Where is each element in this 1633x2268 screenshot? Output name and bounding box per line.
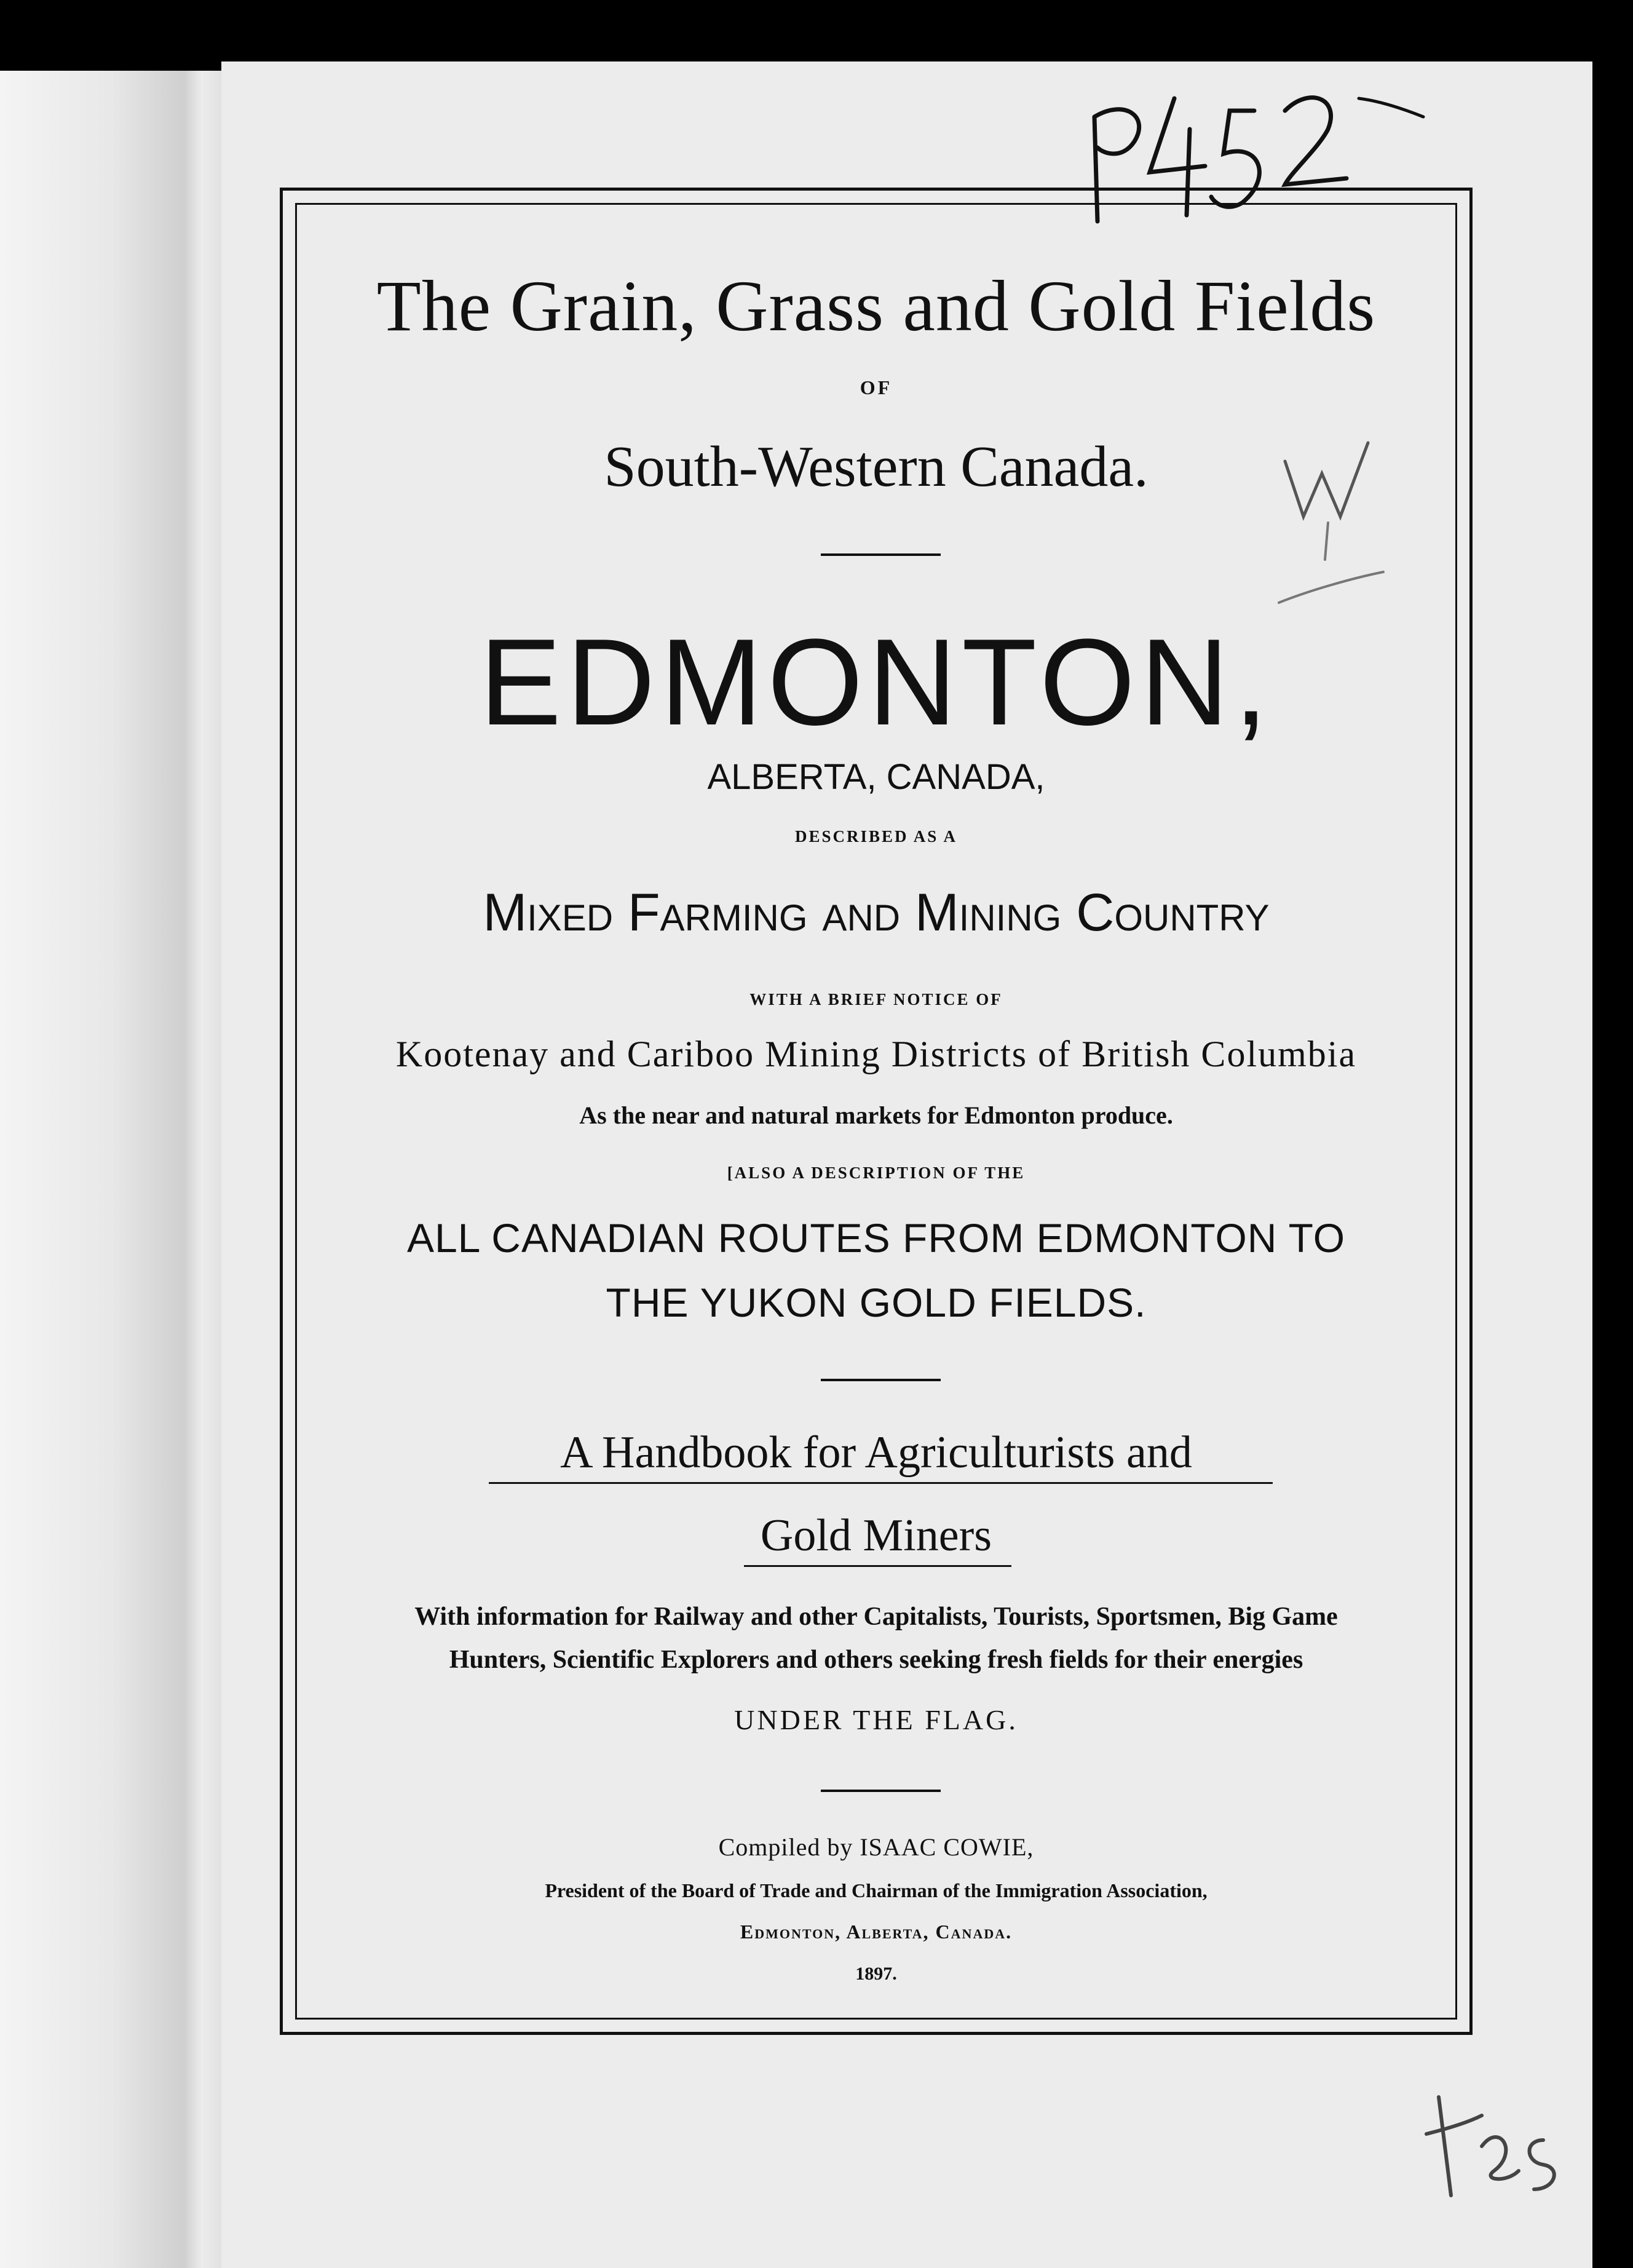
adjacent-page	[0, 71, 184, 2268]
handbook-underline-2	[744, 1565, 1011, 1567]
mixed-farming-heading: Mixed Farming and Mining Country	[483, 883, 1270, 942]
handbook-line-2: Gold Miners	[760, 1510, 992, 1561]
title-line-1: The Grain, Grass and Gold Fields	[376, 266, 1376, 346]
divider-rule-3	[821, 1790, 941, 1792]
also-description-label: [ALSO A DESCRIPTION OF THE	[727, 1164, 1026, 1182]
under-the-flag: UNDER THE FLAG.	[734, 1704, 1018, 1735]
handwritten-mark-w	[1267, 418, 1390, 615]
handwritten-shelfmark	[1082, 74, 1426, 246]
president-line: President of the Board of Trade and Chairman of the Immigration Association,	[545, 1879, 1208, 1901]
publication-year: 1897.	[855, 1964, 897, 1984]
routes-line-2: THE YUKON GOLD FIELDS.	[606, 1280, 1147, 1325]
described-as-label: DESCRIBED AS A	[794, 827, 958, 846]
info-line-2: Hunters, Scientific Explorers and others seeking fresh fields for their energies	[449, 1646, 1303, 1674]
city-heading: EDMONTON,	[479, 614, 1273, 751]
districts-line: Kootenay and Cariboo Mining Districts of British Columbia	[395, 1034, 1357, 1074]
region-subheading: ALBERTA, CANADA,	[707, 757, 1045, 797]
divider-rule-1	[821, 553, 941, 556]
routes-line-1: ALL CANADIAN ROUTES FROM EDMONTON TO	[406, 1215, 1346, 1261]
brief-notice-label: WITH A BRIEF NOTICE OF	[749, 990, 1003, 1009]
title-of: OF	[860, 376, 893, 398]
address-line: Edmonton, Alberta, Canada.	[740, 1921, 1013, 1943]
title-line-2: South-Western Canada.	[604, 435, 1149, 499]
handwritten-initials	[1414, 2079, 1574, 2220]
handbook-underline-1	[489, 1482, 1273, 1484]
info-line-1: With information for Railway and other Capitalists, Tourists, Sportsmen, Big Game	[414, 1603, 1338, 1631]
handbook-line-1: A Handbook for Agriculturists and	[560, 1427, 1192, 1478]
compiled-by-line: Compiled by ISAAC COWIE,	[718, 1833, 1034, 1861]
divider-rule-2	[821, 1379, 941, 1381]
markets-line: As the near and natural markets for Edmonton produce.	[579, 1101, 1173, 1129]
